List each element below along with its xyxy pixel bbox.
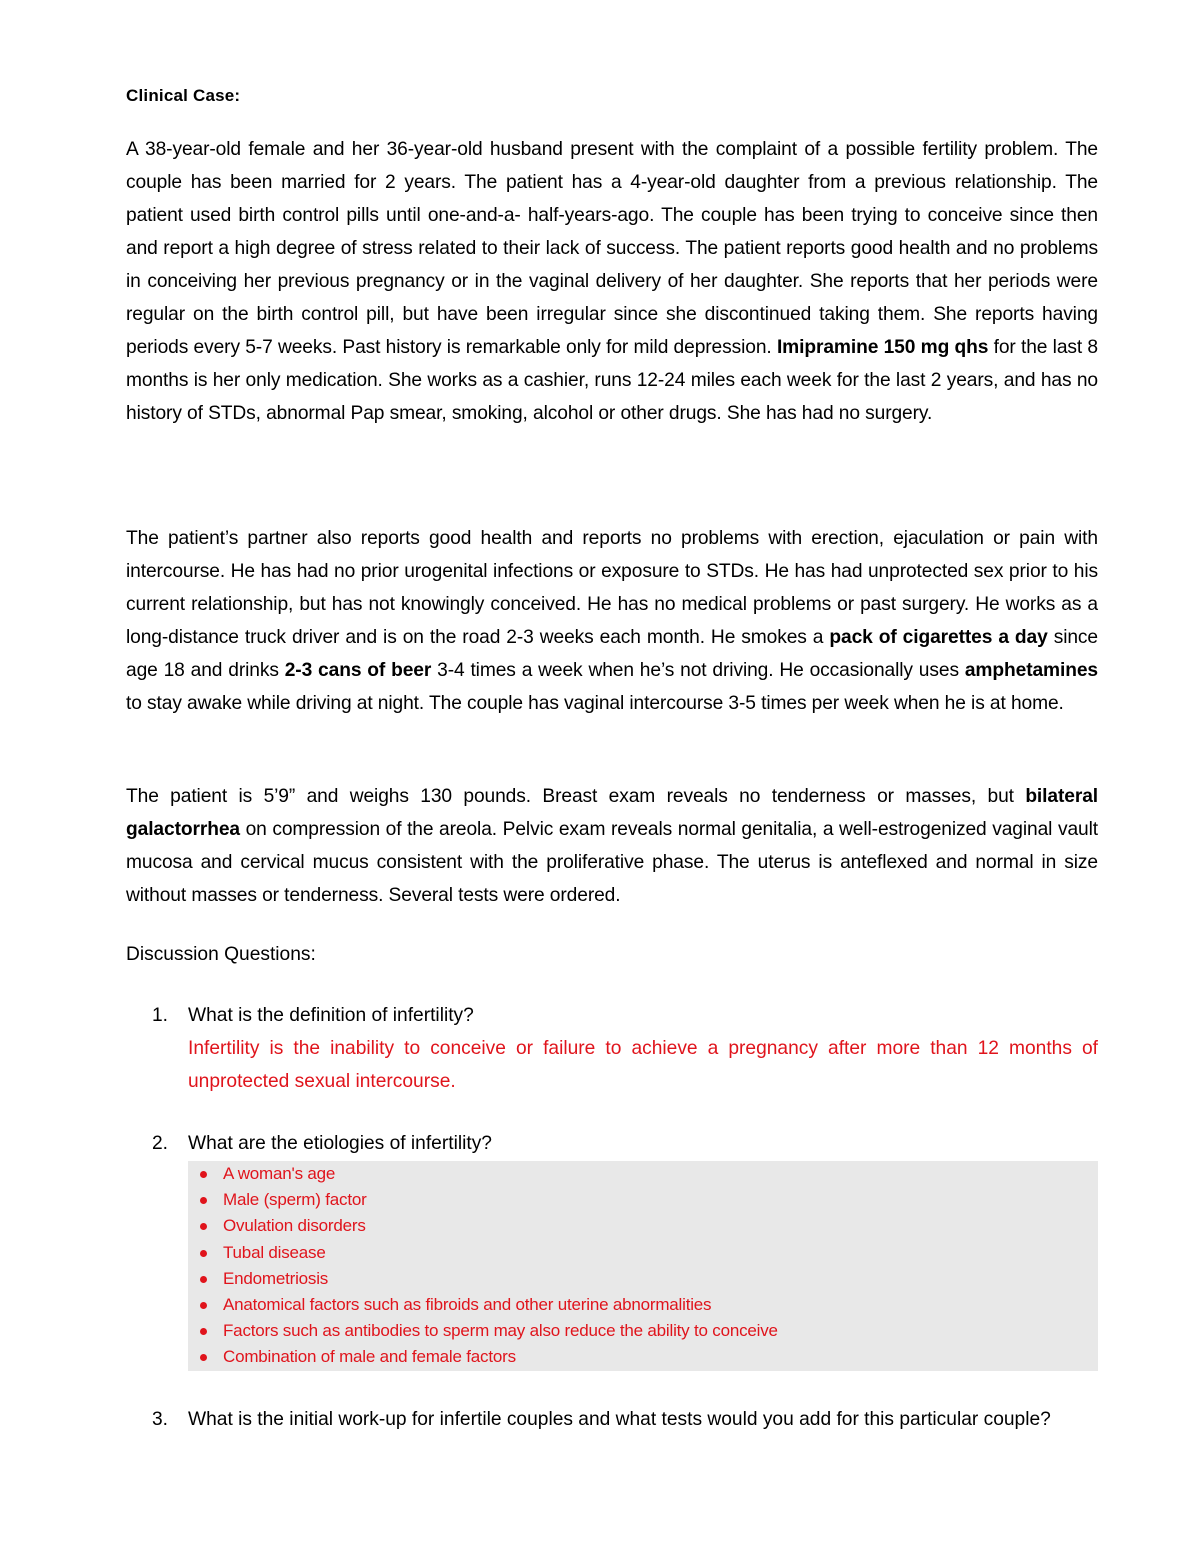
list-item-text: Ovulation disorders xyxy=(223,1216,366,1236)
bullet-icon xyxy=(200,1250,207,1257)
bold-drug: amphetamines xyxy=(964,660,1099,681)
list-item-text: Endometriosis xyxy=(223,1268,329,1288)
text-run: The patient is 5’9” and weighs 130 pounds. Breast exam reveals no tenderness or masses, but xyxy=(126,786,1026,807)
text-run: for the last 8 months is her only medication. She works as a cashier, runs 12-24 miles each week for the last 2 years, and has no history of STDs, abnormal Pap smear, smoking, alcohol or other drugs. She has had no surgery. xyxy=(126,337,1098,424)
bullet-icon xyxy=(200,1197,207,1204)
bullet-icon xyxy=(200,1328,207,1335)
question-number: 3. xyxy=(152,1409,169,1430)
bullet-icon xyxy=(200,1171,207,1178)
case-paragraph-patient xyxy=(126,133,1098,430)
question-text: What are the etiologies of infertility? xyxy=(188,1133,492,1154)
question-number: 1. xyxy=(152,1005,169,1026)
bullet-icon xyxy=(200,1302,207,1309)
list-item-text: Male (sperm) factor xyxy=(223,1190,367,1210)
question-answer: Infertility is the inability to conceive or failure to achieve a pregnancy after more than 12 months of unprotected sexual intercourse. xyxy=(188,1038,1098,1092)
list-item xyxy=(188,1187,1098,1213)
discussion-heading: Discussion Questions: xyxy=(126,944,316,965)
question-text: What is the definition of infertility? xyxy=(188,1005,474,1026)
text-run: A 38-year-old female and her 36-year-old husband present with the complaint of a possible fertility problem. The couple has been married for 2 years. The patient has a 4-year-old daughter from a previous relationship. The patient used birth control pills until one-and-a- half-years-ago. The couple has been trying to conceive since then and report a high degree of stress related to their lack of success. The patient reports good health and no problems in conceiving her previous pregnancy or in the vaginal delivery of her daughter. She reports that her periods were regular on the birth control pill, but have been irregular since she discontinued taking them. She reports having periods every 5-7 weeks. Past history is remarkable only for mild depression. xyxy=(126,139,1098,358)
question-number: 2. xyxy=(152,1133,169,1154)
list-item xyxy=(188,1344,1098,1370)
list-item xyxy=(188,1240,1098,1266)
text-run: The patient’s partner also reports good health and reports no problems with erection, ejaculation or pain with intercourse. He has had no prior urogenital infections or exposure to STDs. He has had unprotected sex prior to his current relationship, but has not knowingly conceived. He has no medical problems or past surgery. He works as a long-distance truck driver and is on the road 2-3 weeks each month. He smokes a xyxy=(126,528,1098,648)
bold-finding: bilateral galactorrhea xyxy=(126,786,1098,840)
text-run: on compression of the areola. Pelvic exam reveals normal genitalia, a well-estrogenized vaginal vault mucosa and cervical mucus consistent with the proliferative phase. The uterus is anteflexed and normal in size without masses or tenderness. Several tests were ordered. xyxy=(126,819,1098,906)
text-run: 3-4 times a week when he’s not driving. He occasionally uses xyxy=(431,660,965,681)
list-item-text: A woman's age xyxy=(223,1164,336,1183)
bullet-icon xyxy=(200,1276,207,1283)
bold-alcohol: 2-3 cans of beer xyxy=(284,660,432,681)
bullet-icon xyxy=(200,1354,207,1361)
list-item-text: Anatomical factors such as fibroids and other uterine abnormalities xyxy=(223,1294,712,1314)
case-paragraph-exam xyxy=(126,780,1098,912)
list-item-text: Tubal disease xyxy=(223,1242,326,1262)
list-item xyxy=(188,1292,1098,1318)
bold-medication: Imipramine 150 mg qhs xyxy=(776,337,989,358)
list-item xyxy=(188,1161,1098,1187)
list-item xyxy=(188,1266,1098,1292)
text-run: since age 18 and drinks xyxy=(126,627,1098,681)
question-text: What is the initial work-up for infertile couples and what tests would you add for this particular couple? xyxy=(188,1409,1051,1430)
bullet-icon xyxy=(200,1223,207,1230)
list-item-text: Combination of male and female factors xyxy=(223,1347,516,1367)
text-run: to stay awake while driving at night. The couple has vaginal intercourse 3-5 times per week when he is at home. xyxy=(126,693,1064,714)
list-item-text: Factors such as antibodies to sperm may also reduce the ability to conceive xyxy=(223,1321,778,1341)
bold-smoking: pack of cigarettes a day xyxy=(829,627,1048,648)
case-paragraph-partner xyxy=(126,522,1098,720)
list-item xyxy=(188,1318,1098,1344)
list-item xyxy=(188,1213,1098,1239)
page-heading: Clinical Case: xyxy=(126,86,241,105)
etiology-list xyxy=(188,1161,1098,1371)
